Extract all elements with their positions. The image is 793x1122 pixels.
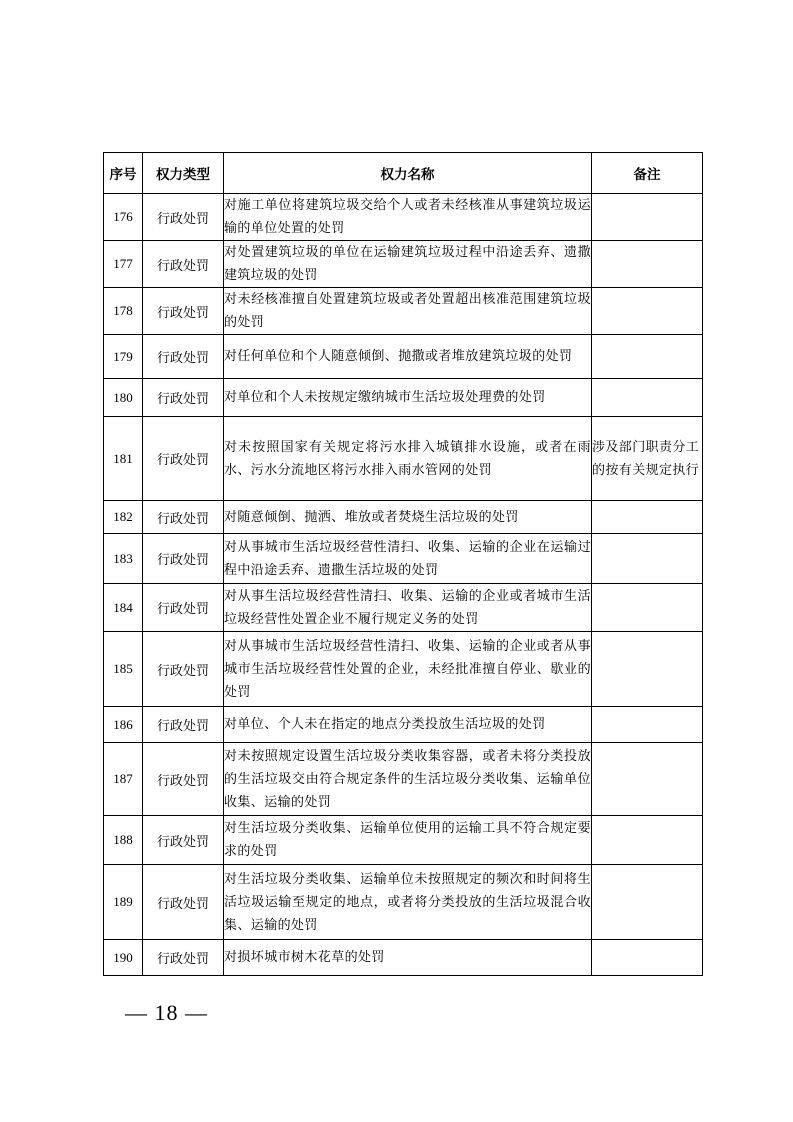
row-remarks <box>592 707 703 743</box>
table-row <box>104 534 703 584</box>
header-remarks: 备注 <box>592 153 703 194</box>
row-power-type: 行政处罚 <box>143 632 224 707</box>
row-power-name: 对单位和个人未按规定缴纳城市生活垃圾处理费的处罚 <box>224 379 592 417</box>
row-remarks <box>592 940 703 976</box>
table-row <box>104 417 703 501</box>
row-number: 185 <box>104 632 143 707</box>
header-number: 序号 <box>104 153 143 194</box>
row-number: 186 <box>104 707 143 743</box>
table-row <box>104 816 703 865</box>
row-power-name: 对未按照规定设置生活垃圾分类收集容器，或者未将分类投放的生活垃圾交由符合规定条件的生活垃圾分类收集、运输单位收集、运输的处罚 <box>224 743 592 816</box>
row-power-type: 行政处罚 <box>143 379 224 417</box>
table-header-row <box>104 153 703 194</box>
header-power-type: 权力类型 <box>143 153 224 194</box>
row-remarks <box>592 335 703 379</box>
row-power-name: 对未按照国家有关规定将污水排入城镇排水设施，或者在雨水、污水分流地区将污水排入雨水管网的处罚 <box>224 417 592 501</box>
row-power-name: 对单位、个人未在指定的地点分类投放生活垃圾的处罚 <box>224 707 592 743</box>
row-power-type: 行政处罚 <box>143 707 224 743</box>
row-remarks <box>592 194 703 241</box>
row-number: 181 <box>104 417 143 501</box>
row-remarks <box>592 288 703 335</box>
row-power-name: 对任何单位和个人随意倾倒、抛撒或者堆放建筑垃圾的处罚 <box>224 335 592 379</box>
row-power-name: 对施工单位将建筑垃圾交给个人或者未经核准从事建筑垃圾运输的单位处置的处罚 <box>224 194 592 241</box>
row-number: 176 <box>104 194 143 241</box>
table-row <box>104 632 703 707</box>
table-row <box>104 940 703 976</box>
row-number: 180 <box>104 379 143 417</box>
row-power-name: 对生活垃圾分类收集、运输单位使用的运输工具不符合规定要求的处罚 <box>224 816 592 865</box>
table-row <box>104 335 703 379</box>
row-power-type: 行政处罚 <box>143 534 224 584</box>
table-row <box>104 194 703 241</box>
row-power-type: 行政处罚 <box>143 584 224 632</box>
row-number: 183 <box>104 534 143 584</box>
row-number: 177 <box>104 241 143 288</box>
row-power-name: 对从事城市生活垃圾经营性清扫、收集、运输的企业或者从事城市生活垃圾经营性处置的企业，未经批准擅自停业、歇业的处罚 <box>224 632 592 707</box>
row-number: 189 <box>104 865 143 940</box>
row-remarks <box>592 816 703 865</box>
header-power-name: 权力名称 <box>224 153 592 194</box>
row-number: 187 <box>104 743 143 816</box>
row-power-name: 对随意倾倒、抛洒、堆放或者焚烧生活垃圾的处罚 <box>224 501 592 534</box>
table-row <box>104 379 703 417</box>
row-power-type: 行政处罚 <box>143 743 224 816</box>
row-number: 179 <box>104 335 143 379</box>
row-power-type: 行政处罚 <box>143 501 224 534</box>
page-number: — 18 — <box>125 1000 208 1025</box>
row-power-name: 对生活垃圾分类收集、运输单位未按照规定的频次和时间将生活垃圾运输至规定的地点，或者将分类投放的生活垃圾混合收集、运输的处罚 <box>224 865 592 940</box>
row-remarks <box>592 865 703 940</box>
row-remarks <box>592 501 703 534</box>
row-number: 184 <box>104 584 143 632</box>
power-list-table <box>103 152 703 976</box>
table-row <box>104 865 703 940</box>
row-power-type: 行政处罚 <box>143 417 224 501</box>
row-remarks <box>592 743 703 816</box>
row-power-name: 对损坏城市树木花草的处罚 <box>224 940 592 976</box>
row-power-name: 对从事生活垃圾经营性清扫、收集、运输的企业或者城市生活垃圾经营性处置企业不履行规定义务的处罚 <box>224 584 592 632</box>
table-row <box>104 241 703 288</box>
row-remarks <box>592 534 703 584</box>
row-number: 188 <box>104 816 143 865</box>
table-row <box>104 743 703 816</box>
row-power-name: 对从事城市生活垃圾经营性清扫、收集、运输的企业在运输过程中沿途丢弃、遗撒生活垃圾的处罚 <box>224 534 592 584</box>
row-remarks <box>592 584 703 632</box>
row-power-name: 对未经核准擅自处置建筑垃圾或者处置超出核准范围建筑垃圾的处罚 <box>224 288 592 335</box>
row-power-type: 行政处罚 <box>143 288 224 335</box>
row-power-type: 行政处罚 <box>143 335 224 379</box>
row-remarks <box>592 632 703 707</box>
row-number: 182 <box>104 501 143 534</box>
row-remarks: 涉及部门职责分工的按有关规定执行 <box>592 417 703 501</box>
row-power-type: 行政处罚 <box>143 194 224 241</box>
row-power-type: 行政处罚 <box>143 865 224 940</box>
table-row <box>104 501 703 534</box>
table-row <box>104 707 703 743</box>
table-row <box>104 288 703 335</box>
row-remarks <box>592 241 703 288</box>
table-row <box>104 584 703 632</box>
row-number: 178 <box>104 288 143 335</box>
row-power-type: 行政处罚 <box>143 241 224 288</box>
row-number: 190 <box>104 940 143 976</box>
row-power-name: 对处置建筑垃圾的单位在运输建筑垃圾过程中沿途丢弃、遗撒建筑垃圾的处罚 <box>224 241 592 288</box>
row-power-type: 行政处罚 <box>143 816 224 865</box>
row-power-type: 行政处罚 <box>143 940 224 976</box>
row-remarks <box>592 379 703 417</box>
